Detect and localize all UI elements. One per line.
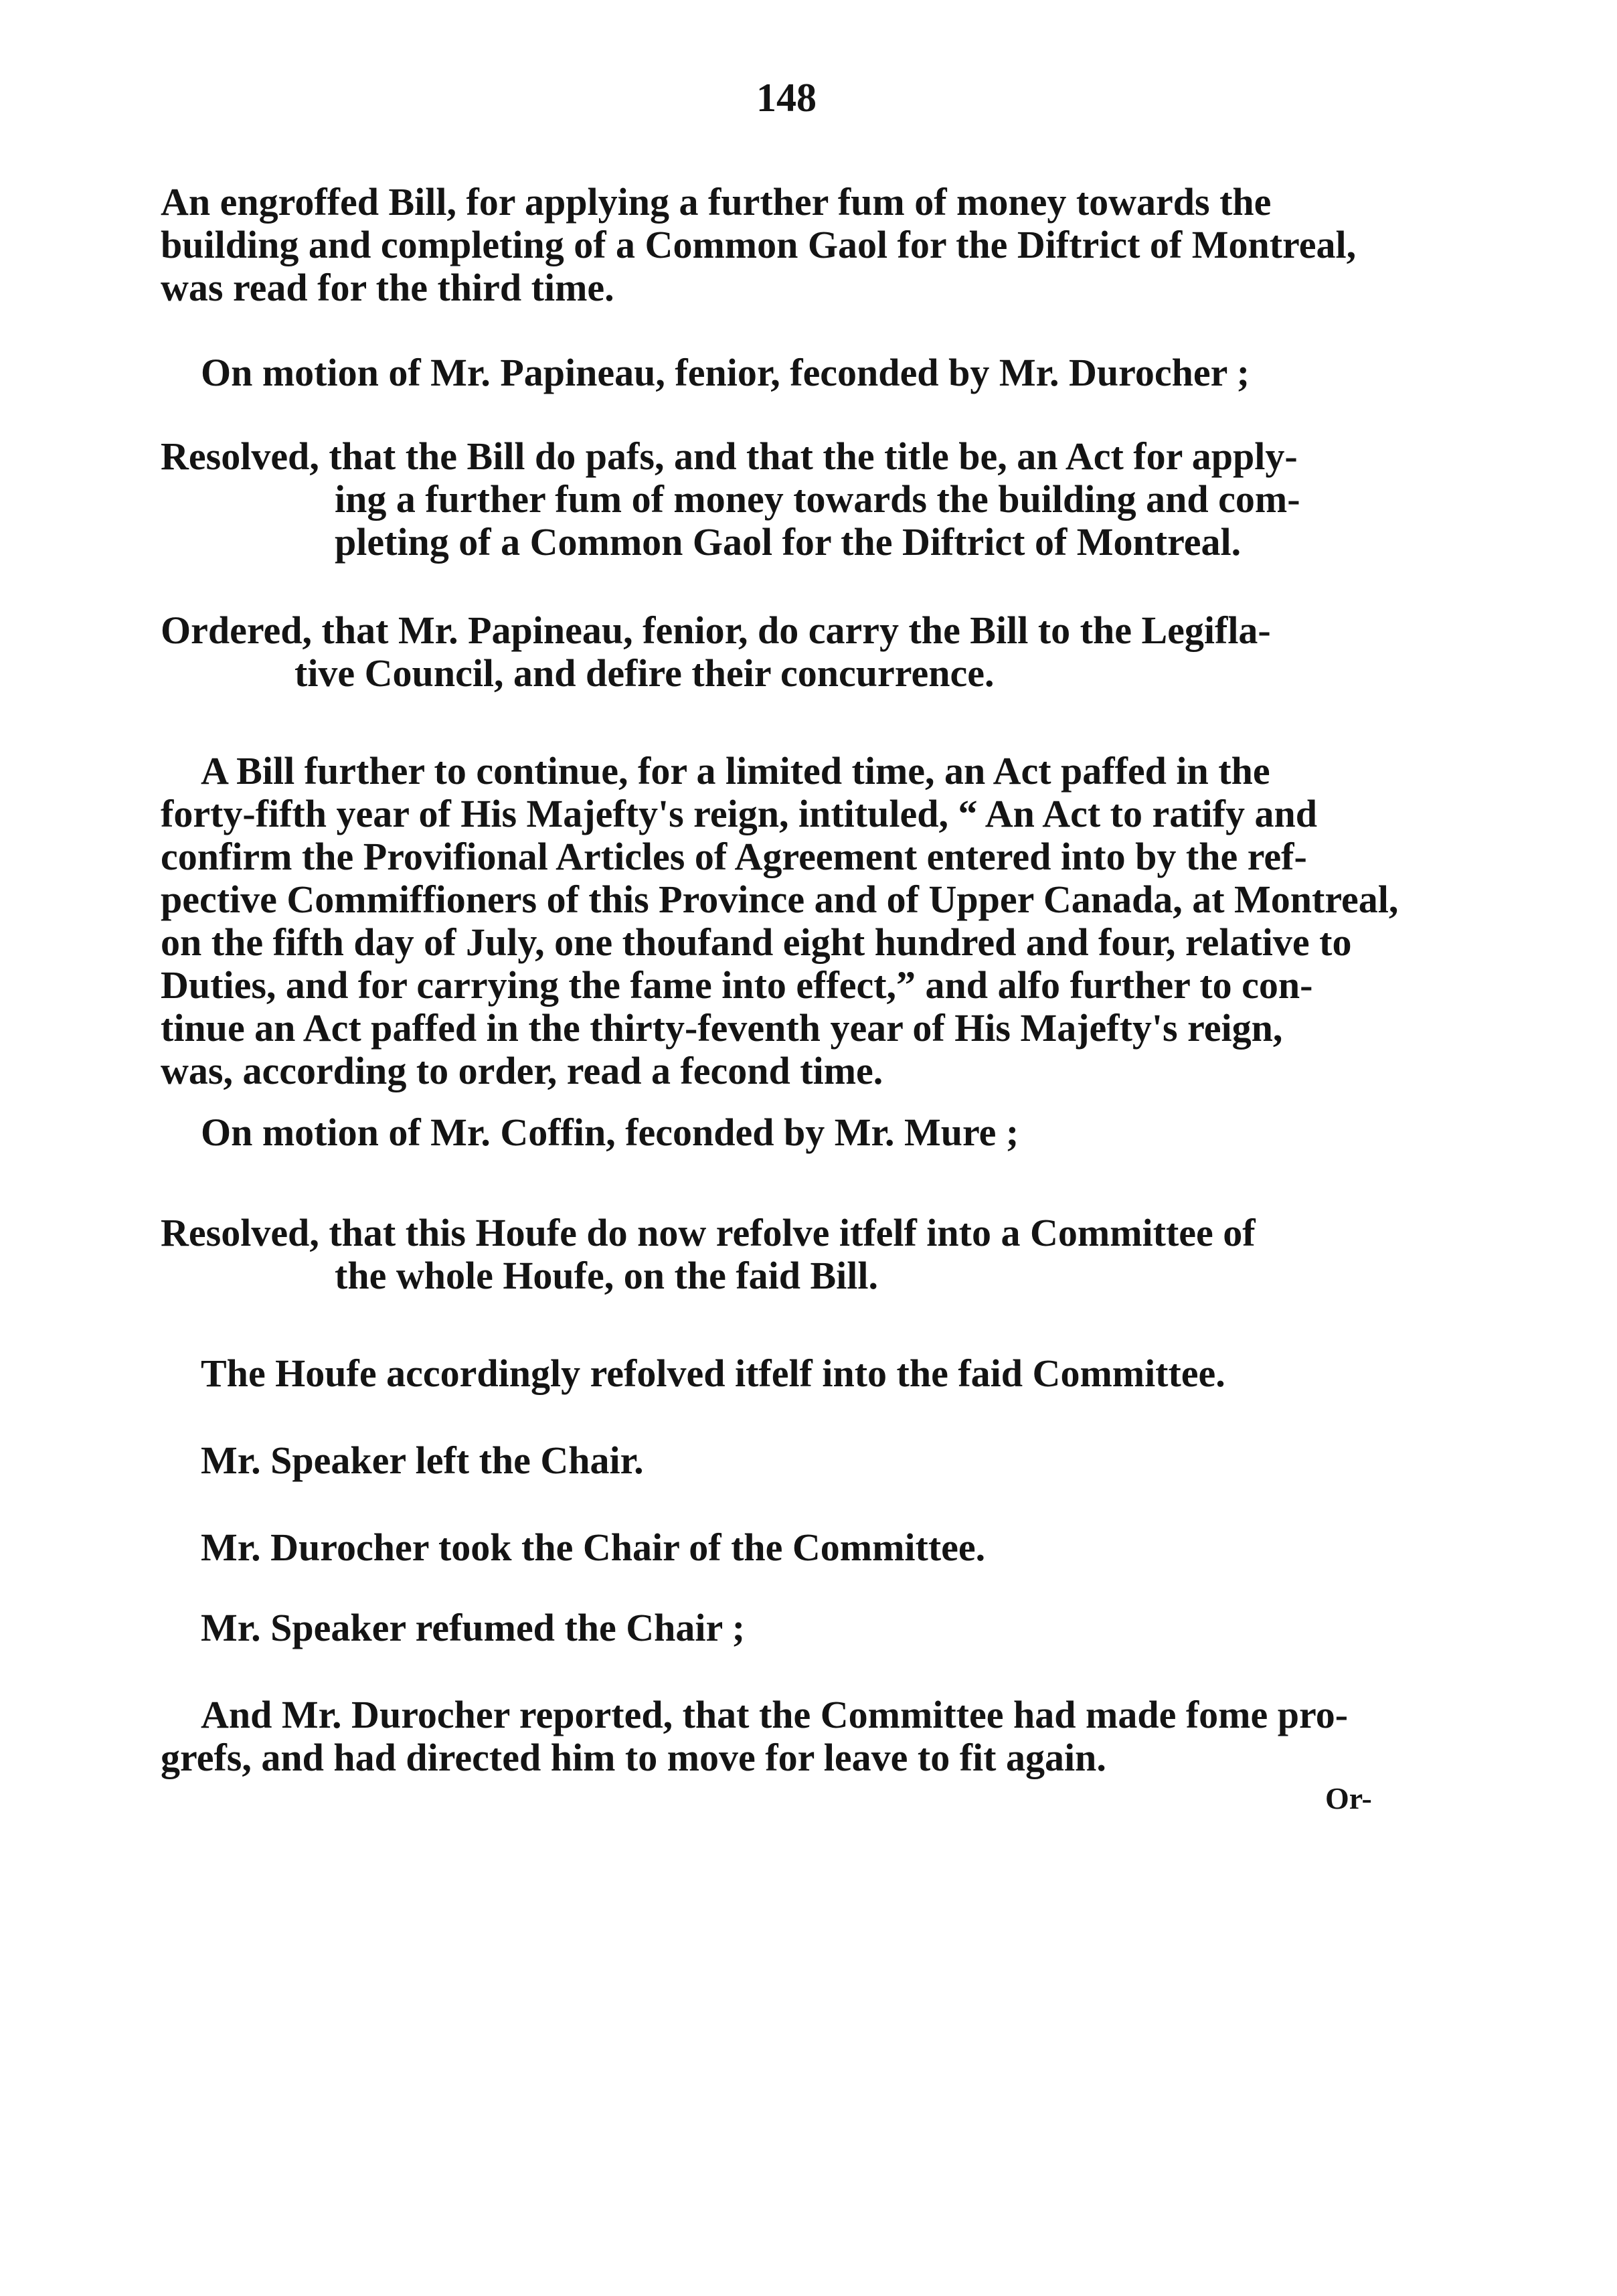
text-line: grefs, and had directed him to move for leave to fit again. bbox=[161, 1736, 1106, 1779]
text-line: confirm the Provifional Articles of Agreement entered into by the ref- bbox=[161, 835, 1307, 878]
text-line: forty-fifth year of His Majefty's reign, intituled, “ An Act to ratify and bbox=[161, 792, 1317, 835]
motion-coffin bbox=[201, 1111, 1432, 1154]
text-line: pective Commiffioners of this Province and of Upper Canada, at Montreal, bbox=[161, 878, 1399, 921]
text-line: on the fifth day of July, one thoufand eight hundred and four, relative to bbox=[161, 920, 1352, 964]
text-line: Resolved, that this Houfe do now refolve itfelf into a Committee of bbox=[161, 1211, 1256, 1254]
text-line: And Mr. Durocher reported, that the Committee had made fome pro- bbox=[201, 1693, 1349, 1736]
text-line: Duties, and for carrying the fame into effect,” and alfo further to con- bbox=[161, 963, 1313, 1007]
text-line: On motion of Mr. Papineau, fenior, feconded by Mr. Durocher ; bbox=[201, 351, 1250, 394]
text-line: pleting of a Common Gaol for the Diftrict of Montreal. bbox=[335, 520, 1242, 564]
motion-papineau bbox=[201, 351, 1432, 394]
text-line: was, according to order, read a fecond time. bbox=[161, 1049, 883, 1092]
house-resolved bbox=[201, 1352, 1432, 1395]
paragraph-bill-second-reading bbox=[161, 750, 1432, 1092]
text-line: The Houfe accordingly refolved itfelf into the faid Committee. bbox=[201, 1351, 1225, 1395]
ordered-carry-bill bbox=[161, 609, 1432, 695]
text-line: the whole Houfe, on the faid Bill. bbox=[335, 1254, 879, 1297]
text-line: Mr. Durocher took the Chair of the Committee. bbox=[201, 1526, 986, 1569]
durocher-reported bbox=[161, 1694, 1432, 1779]
text-line: was read for the third time. bbox=[161, 266, 614, 309]
text-line: A Bill further to continue, for a limited time, an Act paffed in the bbox=[201, 749, 1270, 793]
speaker-left bbox=[201, 1439, 1432, 1482]
text-line: On motion of Mr. Coffin, feconded by Mr. Mure ; bbox=[201, 1111, 1019, 1154]
text-line: An engroffed Bill, for applying a further fum of money towards the bbox=[161, 180, 1272, 224]
text-line: Mr. Speaker left the Chair. bbox=[201, 1439, 644, 1482]
text-line: tive Council, and defire their concurrence. bbox=[294, 651, 995, 695]
resolved-committee bbox=[161, 1212, 1432, 1297]
text-line: Resolved, that the Bill do pafs, and that the title be, an Act for apply- bbox=[161, 434, 1298, 478]
text-line: tinue an Act paffed in the thirty-feventh year of His Majefty's reign, bbox=[161, 1006, 1283, 1050]
text-line: building and completing of a Common Gaol for the Diftrict of Montreal, bbox=[161, 223, 1357, 266]
text-line: Ordered, that Mr. Papineau, fenior, do carry the Bill to the Legifla- bbox=[161, 608, 1271, 652]
resolved-bill-pass bbox=[161, 435, 1432, 564]
text-line: Mr. Speaker refumed the Chair ; bbox=[201, 1606, 746, 1649]
text-line: ing a further fum of money towards the building and com- bbox=[335, 477, 1300, 521]
page-number: 148 bbox=[756, 76, 817, 120]
paragraph-bill-third-reading bbox=[161, 181, 1432, 309]
durocher-took-chair bbox=[201, 1526, 1432, 1569]
catchword: Or- bbox=[1325, 1781, 1372, 1815]
speaker-resumed bbox=[201, 1607, 1432, 1649]
